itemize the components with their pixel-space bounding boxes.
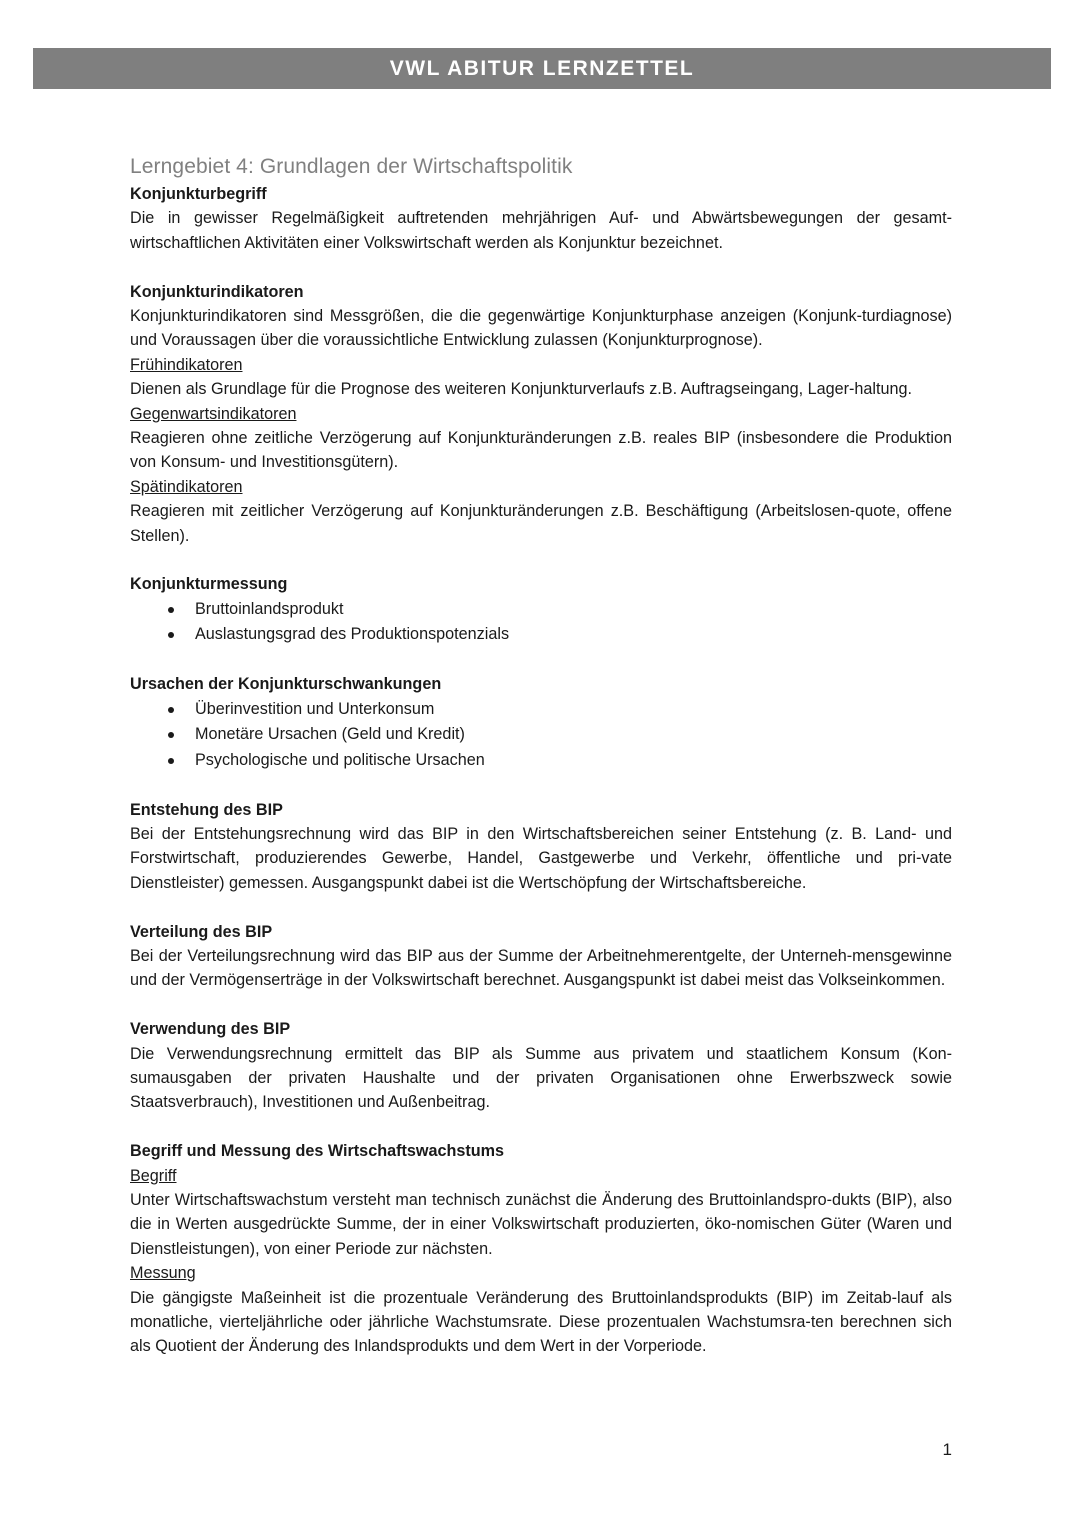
subheading-fruehindikatoren: Frühindikatoren	[130, 355, 243, 374]
subheading-gegenwartsindikatoren: Gegenwartsindikatoren	[130, 404, 297, 423]
section-verwendung	[130, 1017, 952, 1115]
text-spaetindikatoren: Reagieren mit zeitlicher Verzögerung auf Konjunkturänderungen z.B. Beschäftigung (Arbeitslosen-quote, offene Stellen).	[130, 502, 952, 545]
section-verteilung	[130, 920, 952, 993]
heading-ursachen: Ursachen der Konjunkturschwankungen	[130, 675, 442, 694]
section-ursachen	[130, 672, 952, 773]
text-entstehung: Bei der Entstehungsrechnung wird das BIP in den Wirtschaftsbereichen seiner Entstehung (z. B. Land- und Forstwirtschaft, produzierendes Gewerbe, Handel, Gastgewerbe und Verkehr, öffentliche und pri-vate Dienstleister) gemessen. Ausgangspunkt dabei ist die Wertschöpfung der Wirtschaftsbereiche.	[130, 824, 952, 892]
heading-verteilung: Verteilung des BIP	[130, 922, 273, 941]
heading-konjunkturindikatoren: Konjunkturindikatoren	[130, 282, 304, 301]
header-title: VWL ABITUR LERNZETTEL	[33, 48, 1051, 89]
heading-verwendung: Verwendung des BIP	[130, 1020, 291, 1039]
list-item: Überinvestition und Unterkonsum	[130, 697, 952, 723]
text-gegenwartsindikatoren: Reagieren ohne zeitliche Verzögerung auf Konjunkturänderungen z.B. reales BIP (insbesondere die Produktion von Konsum- und Investitionsgütern).	[130, 429, 952, 472]
page-number: 1	[942, 1440, 952, 1459]
heading-konjunkturbegriff: Konjunkturbegriff	[130, 185, 267, 203]
text-messung: Die gängigste Maßeinheit ist die prozentuale Veränderung des Bruttoinlandsprodukts (BIP) im Zeitab-lauf als monatliche, vierteljährliche oder jährliche Wachstumsrate. Diese prozentualen Wachstumsra-ten berechnen sich als Quotient der Änderung des Inlandsprodukts und dem Wert in der Vorperiode.	[130, 1288, 952, 1356]
heading-konjunkturmessung: Konjunkturmessung	[130, 575, 288, 594]
list-item: Bruttoinlandsprodukt	[130, 597, 952, 623]
subheading-spaetindikatoren: Spätindikatoren	[130, 477, 243, 496]
section-konjunkturbegriff	[130, 182, 952, 255]
section-entstehung	[130, 798, 952, 896]
section-konjunkturmessung	[130, 572, 952, 647]
text-konjunkturindikatoren: Konjunkturindikatoren sind Messgrößen, die die gegenwärtige Konjunkturphase anzeigen (Konjunk-turdiagnose) und Voraussagen über die voraussichtliche Entwicklung zulassen (Konjunkturprognose).	[130, 307, 952, 350]
list-ursachen	[130, 697, 952, 774]
subheading-messung: Messung	[130, 1264, 196, 1283]
list-konjunkturmessung	[130, 597, 952, 648]
heading-wachstum: Begriff und Messung des Wirtschaftswachstums	[130, 1142, 505, 1161]
text-konjunkturbegriff: Die in gewisser Regelmäßigkeit auftretenden mehrjährigen Auf- und Abwärtsbewegungen der gesamt-wirtschaftlichen Aktivitäten einer Volkswirtschaft werden als Konjunktur bezeichnet.	[130, 209, 952, 252]
text-fruehindikatoren: Dienen als Grundlage für die Prognose des weiteren Konjunkturverlaufs z.B. Auftragseingang, Lager-haltung.	[130, 380, 912, 399]
heading-entstehung: Entstehung des BIP	[130, 800, 283, 819]
list-item: Psychologische und politische Ursachen	[130, 748, 952, 774]
list-item: Auslastungsgrad des Produktionspotenzials	[130, 622, 952, 648]
list-item: Monetäre Ursachen (Geld und Kredit)	[130, 722, 952, 748]
text-verwendung: Die Verwendungsrechnung ermittelt das BIP als Summe aus privatem und staatlichem Konsum (Kon-sumausgaben der privaten Haushalte und der privaten Organisationen ohne Erwerbszweck sowie Staatsverbrauch), Investitionen und Außenbeitrag.	[130, 1044, 952, 1112]
section-wachstum	[130, 1139, 952, 1359]
section-title: Lerngebiet 4: Grundlagen der Wirtschaftspolitik	[130, 155, 573, 178]
subheading-begriff: Begriff	[130, 1166, 177, 1185]
document-body	[130, 152, 952, 1359]
section-konjunkturindikatoren	[130, 280, 952, 548]
text-begriff: Unter Wirtschaftswachstum versteht man technisch zunächst die Änderung des Bruttoinlandspro-dukts (BIP), also die in Werten ausgedrückte Summe, der in einer Volkswirtschaft produzierten, öko-nomischen Güter (Waren und Dienstleistungen), von einer Periode zur nächsten.	[130, 1191, 952, 1258]
text-verteilung: Bei der Verteilungsrechnung wird das BIP aus der Summe der Arbeitnehmerentgelte, der Unterneh-mensgewinne und der Vermögenserträge in der Volkswirtschaft berechnet. Ausgangspunkt ist dabei meist das Volkseinkommen.	[130, 946, 952, 990]
